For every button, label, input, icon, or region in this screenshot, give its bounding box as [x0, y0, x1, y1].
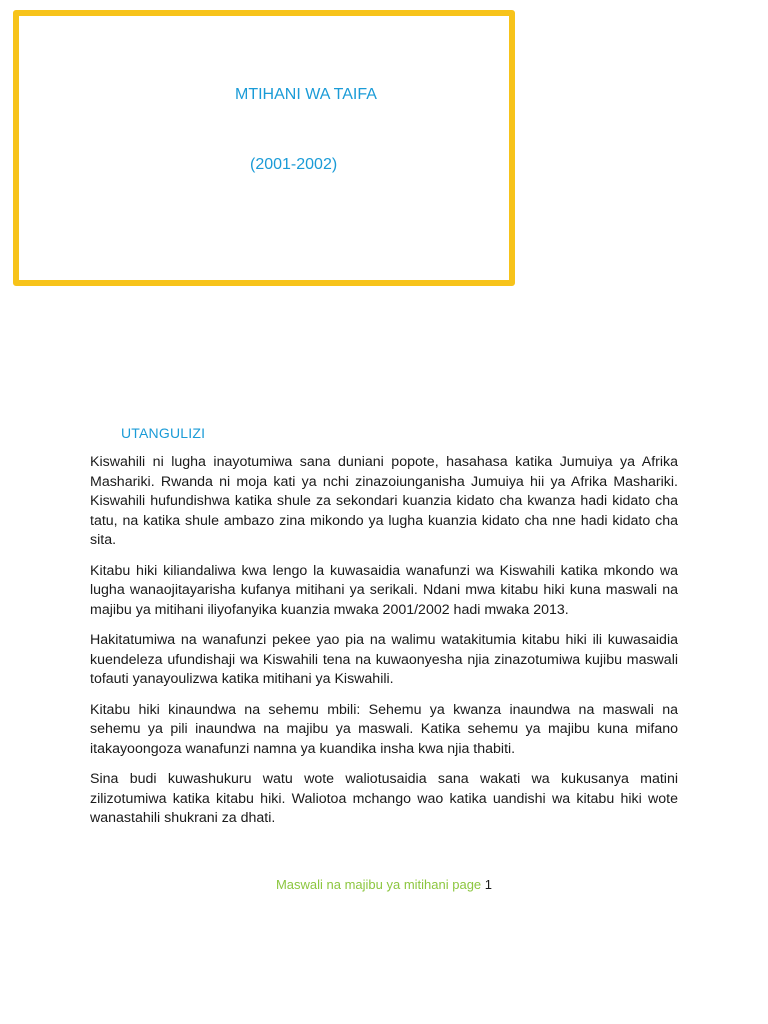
- introduction-body: [90, 453, 678, 840]
- section-heading: UTANGULIZI: [121, 425, 206, 441]
- cover-title-box: [13, 10, 515, 286]
- page-footer: [0, 877, 768, 892]
- page-number: 1: [484, 877, 493, 892]
- paragraph: Kitabu hiki kiliandaliwa kwa lengo la kuwasaidia wanafunzi wa Kiswahili katika mkondo wa lugha wanaojitayarisha kufanya mitihani ya serikali. Ndani mwa kitabu hiki kuna maswali na majibu ya mitihani iliyofanyika kuanzia mwaka 2001/2002 hadi mwaka 2013.: [90, 562, 678, 618]
- paragraph: Sina budi kuwashukuru watu wote waliotusaidia sana wakati wa kukusanya matini zilizotumiwa katika kitabu hiki. Waliotoa mchango wao katika uandishi wa kitabu hiki wote wanastahili shukrani za dhati.: [90, 771, 678, 826]
- paragraph: Kitabu hiki kinaundwa na sehemu mbili: Sehemu ya kwanza inaundwa na maswali na sehemu ya pili inaundwa na majibu ya maswali. Katika sehemu ya majibu kuna mifano itakayoongoza wanafunzi namna ya kuandika insha kwa njia thabiti.: [90, 701, 678, 757]
- paragraph: Kiswahili ni lugha inayotumiwa sana duniani popote, hasahasa katika Jumuiya ya Afrika Mashariki. Rwanda ni moja kati ya nchi zinazoiunganisha Jumuiya hii ya Afrika Mashariki. Kiswahili hufundishwa katika shule za sekondari kuanzia kidato cha kwanza hadi kidato cha tatu, na katika shule ambazo zina mikondo ya lugha kuanzia kidato cha nne hadi kidato cha sita.: [90, 454, 678, 548]
- paragraph: Hakitatumiwa na wanafunzi pekee yao pia na walimu watakitumia kitabu hiki ili kuwasaidia kuendeleza ufundishaji wa Kiswahili tena na kuwaonyesha njia zinazotumiwa kujibu maswali tofauti yanayoulizwa katika mitihani ya Kiswahili.: [90, 632, 678, 687]
- cover-years: (2001-2002): [250, 156, 338, 173]
- footer-label: Maswali na majibu ya mitihani page: [275, 877, 482, 892]
- cover-title: MTIHANI WA TAIFA: [235, 86, 377, 103]
